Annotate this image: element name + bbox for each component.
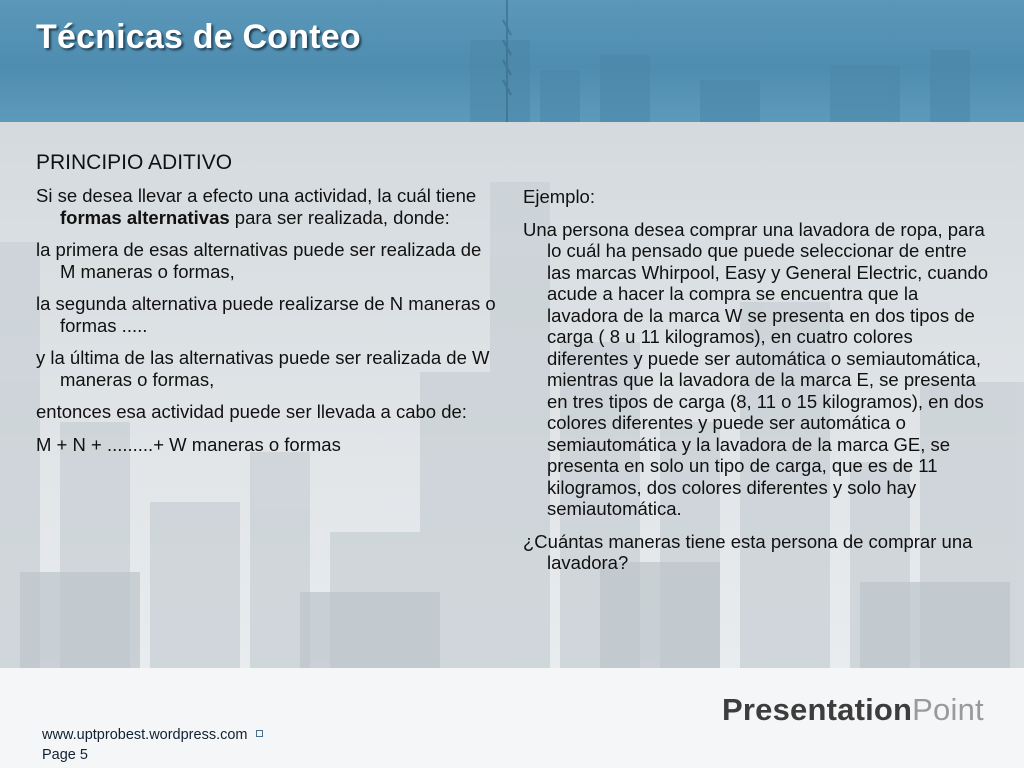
example-label: Ejemplo: — [523, 186, 595, 207]
left-column — [36, 185, 496, 466]
paragraph-second-alternative: la segunda alternativa puede realizarse de N maneras o formas ..... — [36, 293, 496, 336]
header-band — [0, 0, 1024, 122]
intro-text: Si se desea llevar a efecto una actividad, la cuál tiene — [36, 185, 477, 206]
presentationpoint-logo — [722, 692, 984, 728]
footer-url-line — [42, 725, 263, 745]
paragraph-last-alternative: y la última de las alternativas puede ser realizada de W maneras o formas, — [36, 347, 490, 390]
footer-url: www.uptprobest.wordpress.com — [42, 727, 248, 743]
logo-part-point: Point — [912, 692, 984, 727]
right-column — [523, 186, 993, 585]
paragraph-conclusion: entonces esa actividad puede ser llevada a cabo de: — [36, 401, 467, 422]
section-heading: PRINCIPIO ADITIVO — [36, 151, 233, 174]
paragraph-intro — [36, 185, 496, 228]
logo-part-presentation: Presentation — [722, 692, 913, 727]
example-text: Una persona desea comprar una lavadora de ropa, para lo cuál ha pensado que puede seleccionar de entre las marcas Whirpool, Easy y General Electric, cuando acude a hacer la compra se encuentra que la lavadora de la marca W se presenta en dos tipos de carga ( 8 u 11 kilogramos), en cuatro colores diferentes y puede ser automática o semiautomática, mientras que la lavadora de la marca E, se presenta en tres tipos de carga (8, 11 o 15 kilogramos), en dos colores diferentes y puede ser automática o semiautomática y la lavadora de la marca GE, se presenta en solo un tipo de carga, que es de 11 kilogramos, dos colores diferentes y solo hay semiautomática. — [523, 218, 989, 519]
intro-text-end: para ser realizada, donde: — [229, 206, 450, 228]
square-bullet-icon — [256, 730, 263, 737]
paragraph-formula: M + N + .........+ W maneras o formas — [36, 433, 341, 455]
example-question: ¿Cuántas maneras tiene esta persona de comprar una lavadora? — [523, 530, 973, 573]
slide-title: Técnicas de Conteo — [36, 18, 361, 56]
footer — [42, 725, 263, 765]
page-number: Page 5 — [42, 747, 88, 763]
paragraph-first-alternative: la primera de esas alternativas puede ser realizada de M maneras o formas, — [36, 239, 482, 282]
intro-bold-text: formas alternativas — [60, 206, 230, 228]
